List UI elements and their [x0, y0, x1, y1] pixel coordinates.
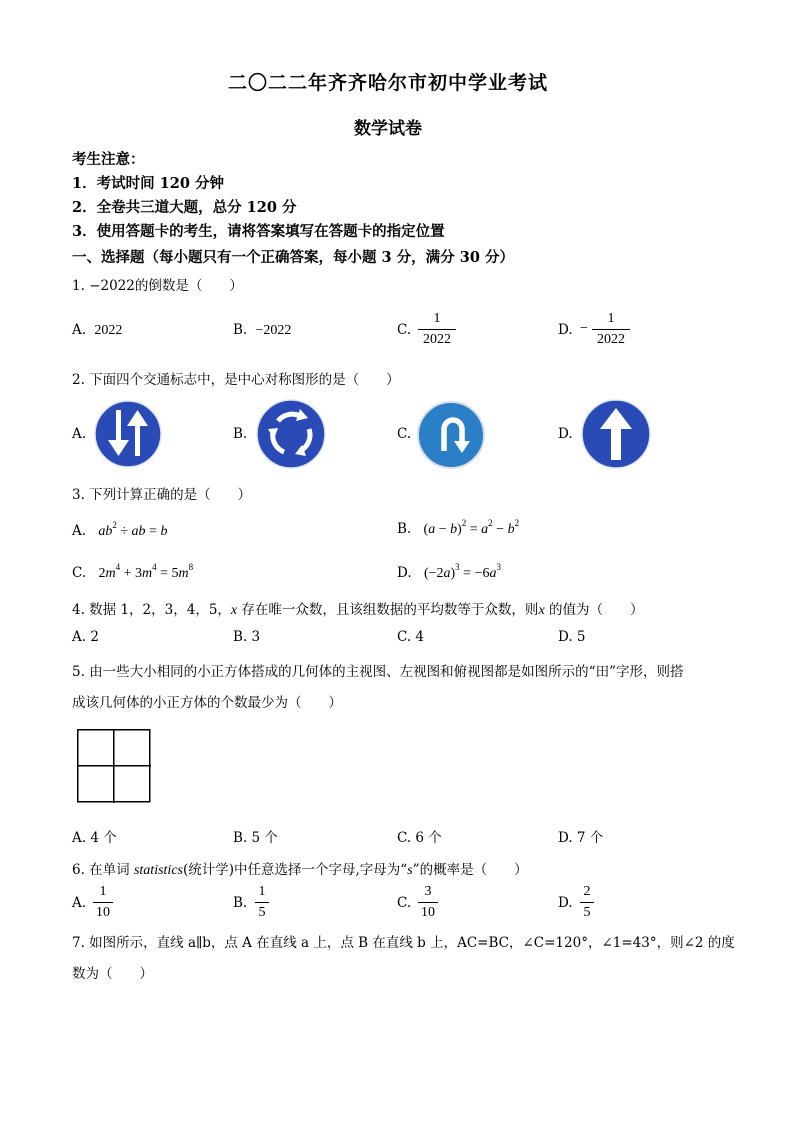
q1-number: 1.	[72, 278, 85, 294]
tian-grid-figure	[77, 729, 151, 803]
question-4	[72, 598, 643, 619]
q1-d-numerator: 1	[607, 311, 615, 326]
q1-c-denominator: 2022	[423, 332, 451, 347]
q4-stem-post: 的值为（ ）	[544, 602, 644, 618]
q6-b-label[interactable]: B.	[233, 895, 248, 911]
q4-var-x2: x	[538, 603, 545, 618]
q6-word: statistics	[133, 863, 183, 878]
q1-d-denominator: 2022	[597, 332, 625, 347]
q2-c-label[interactable]: C.	[397, 426, 412, 442]
section-heading: 一、选择题（每小题只有一个正确答案，每小题 3 分，满分 30 分）	[72, 249, 514, 266]
q6-d-label[interactable]: D.	[558, 895, 573, 911]
q5-option-d[interactable]: D. 7 个	[558, 830, 604, 846]
q3-d-label: D.	[397, 565, 412, 581]
question-2: 2. 下面四个交通标志中，是中心对称图形的是（ ）	[72, 372, 400, 388]
q5-option-c[interactable]: C. 6 个	[397, 830, 442, 846]
q4-option-d[interactable]: D. 5	[558, 629, 586, 645]
q6-letter: s	[407, 863, 413, 878]
notice-item-1: 1．考试时间 120 分钟	[72, 175, 224, 192]
q1-c-numerator: 1	[433, 311, 441, 326]
q1-b-value: −2022	[255, 323, 292, 338]
q3-a-label: A.	[72, 523, 87, 539]
q5-option-a[interactable]: A. 4 个	[72, 830, 117, 846]
question-5-line-2: 成该几何体的小正方体的个数最少为（ ）	[72, 695, 342, 711]
straight-arrow-sign-icon	[581, 399, 651, 469]
q1-c-fraction	[418, 311, 456, 348]
q4-option-b[interactable]: B. 3	[233, 629, 261, 645]
q3-c-label: C.	[72, 565, 87, 581]
page-subtitle: 数学试卷	[354, 119, 422, 139]
page-title: 二〇二二年齐齐哈尔市初中学业考试	[228, 72, 549, 94]
q6-b-denominator: 5	[258, 905, 266, 920]
roundabout-sign-icon	[256, 399, 326, 469]
q4-option-a[interactable]: A. 2	[72, 629, 99, 645]
q1-option-b[interactable]	[233, 322, 291, 339]
two-way-arrows-sign-icon	[94, 400, 162, 468]
q6-b-fraction	[255, 884, 269, 921]
q5-option-b[interactable]: B. 5 个	[233, 830, 278, 846]
q4-stem-mid: 存在唯一众数，且该组数据的平均数等于众数，则	[237, 602, 539, 618]
q6-c-label[interactable]: C.	[397, 895, 412, 911]
q2-b-label[interactable]: B.	[233, 426, 248, 442]
q1-option-c-label[interactable]: C.	[397, 322, 412, 338]
notice-item-3: 3．使用答题卡的考生，请将答案填写在答题卡的指定位置	[72, 223, 445, 240]
q6-a-fraction	[93, 884, 113, 921]
notice-item-2: 2．全卷共三道大题，总分 120 分	[72, 199, 297, 216]
q6-stem-pre: 6. 在单词	[72, 862, 134, 878]
q3-b-expression: $(a - b)^2 = a^2 - b^2$	[423, 518, 520, 537]
q1-d-sign: −	[580, 321, 588, 336]
q1-a-value: 2022	[94, 323, 123, 338]
q6-a-label[interactable]: A.	[72, 895, 87, 911]
q4-var-x: x	[230, 603, 238, 618]
q1-a-label: A.	[72, 322, 87, 338]
notice-heading: 考生注意：	[72, 151, 145, 168]
q1-option-d-label[interactable]: D.	[558, 322, 573, 338]
q6-d-fraction	[580, 884, 594, 921]
question-7-line-1: 7. 如图所示，直线 a∥b，点 A 在直线 a 上，点 B 在直线 b 上，AC=BC，∠C=120°，∠1=43°，则∠2 的度	[72, 935, 735, 951]
q6-c-denominator: 10	[421, 905, 435, 920]
u-turn-sign-icon	[417, 401, 485, 469]
q3-a-expression: $ab^2$ ÷ ab = b	[98, 520, 168, 539]
q1-stem: −2022的倒数是（ ）	[89, 278, 243, 294]
question-7-line-2: 数为（ ）	[72, 966, 153, 982]
q1-d-fraction	[592, 311, 630, 348]
q3-option-b[interactable]	[397, 518, 519, 538]
q3-option-d[interactable]	[397, 562, 501, 582]
q6-b-numerator: 1	[258, 884, 266, 899]
q1-b-label: B.	[233, 322, 248, 338]
q3-option-a[interactable]	[72, 520, 167, 540]
question-3: 3. 下列计算正确的是（ ）	[72, 487, 252, 503]
q4-stem-pre: 4. 数据 1，2，3，4，5，	[72, 602, 231, 618]
q3-d-expression: $(-2a)^3 = -6a^3$	[423, 562, 501, 581]
q6-stem-mid: (统计学)中任意选择一个字母,字母为“	[182, 862, 408, 878]
question-1	[72, 274, 243, 294]
q4-option-c[interactable]: C. 4	[397, 629, 425, 645]
q3-b-label: B.	[397, 521, 412, 537]
q6-c-numerator: 3	[424, 884, 432, 899]
question-5-line-1: 5. 由一些大小相同的小正方体搭成的几何体的主视图、左视图和俯视图都是如图所示的“田”字形，则搭	[72, 664, 684, 680]
q6-stem-post: ”的概率是（ ）	[412, 862, 528, 878]
q2-a-label[interactable]: A.	[72, 426, 87, 442]
q6-c-fraction	[418, 884, 438, 921]
q2-d-label[interactable]: D.	[558, 426, 573, 442]
q3-option-c[interactable]	[72, 562, 193, 582]
q6-a-numerator: 1	[99, 884, 107, 899]
q6-d-denominator: 5	[583, 905, 591, 920]
q1-option-a[interactable]	[72, 322, 122, 339]
q3-c-expression: $2m^4 + 3m^4 = 5m^8$	[98, 562, 194, 581]
q6-d-numerator: 2	[583, 884, 591, 899]
question-6	[72, 858, 528, 879]
q6-a-denominator: 10	[96, 905, 110, 920]
